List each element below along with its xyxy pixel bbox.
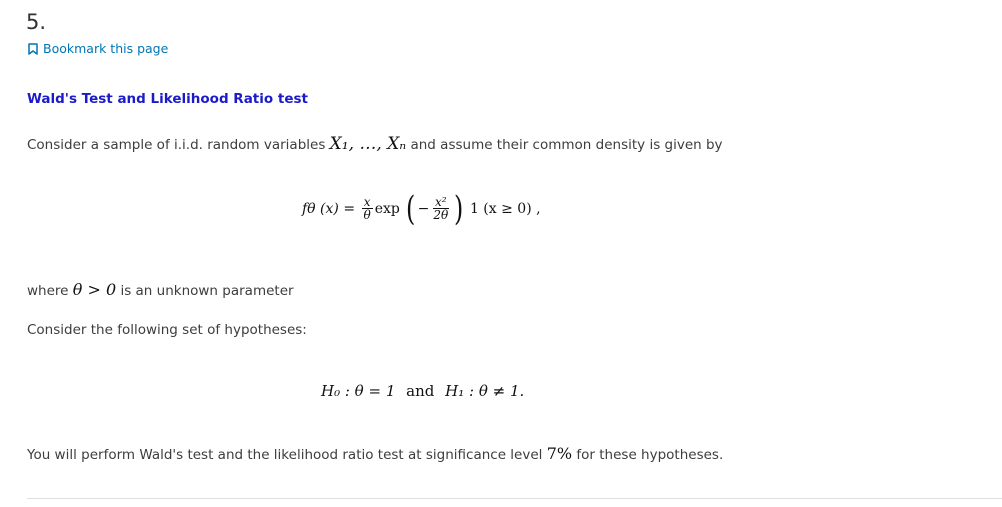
frac1-num: x [363,194,371,209]
where-text-after: is an unknown parameter [116,283,294,299]
left-paren: ( [406,189,416,229]
density-indicator: 1 (x ≥ 0) , [469,201,541,217]
intro-text-before: Consider a sample of i.i.d. random variables [27,137,330,153]
bookmark-button[interactable] [28,41,168,56]
intro-text-after: and assume their common density is given by [406,137,723,153]
hypotheses-formula [321,382,524,400]
frac2-num: x² [435,194,447,209]
where-math: θ > 0 [72,280,117,299]
bookmark-icon [28,43,38,55]
closing-text-after: for these hypotheses. [572,447,724,463]
divider [27,498,1002,499]
h0-statement: H₀ : θ = 1 [321,382,396,400]
right-paren: ) [454,189,464,229]
where-text-before: where [27,283,73,299]
closing-text-before: You will perform Wald's test and the likelihood ratio test at significance level [27,447,547,463]
section-title: Wald's Test and Likelihood Ratio test [27,91,308,107]
density-exp: exp [374,201,400,217]
frac2-den: 2θ [433,208,449,223]
density-frac-1 [362,196,373,223]
closing-math: 7% [546,444,573,463]
closing-paragraph [27,444,723,463]
density-lhs: fθ (x) = [302,201,356,217]
and-word: and [406,382,435,400]
density-formula [302,189,541,229]
intro-math: X₁, …, Xₙ [329,134,407,154]
density-frac-2 [431,196,450,223]
hypotheses-intro: Consider the following set of hypotheses: [27,322,307,338]
h1-statement: H₁ : θ ≠ 1. [445,382,525,400]
frac1-den: θ [363,208,371,223]
bookmark-label: Bookmark this page [43,41,169,56]
intro-paragraph [27,134,723,154]
minus-sign: − [417,201,430,217]
where-paragraph [27,280,294,299]
problem-number: 5. [26,10,47,34]
